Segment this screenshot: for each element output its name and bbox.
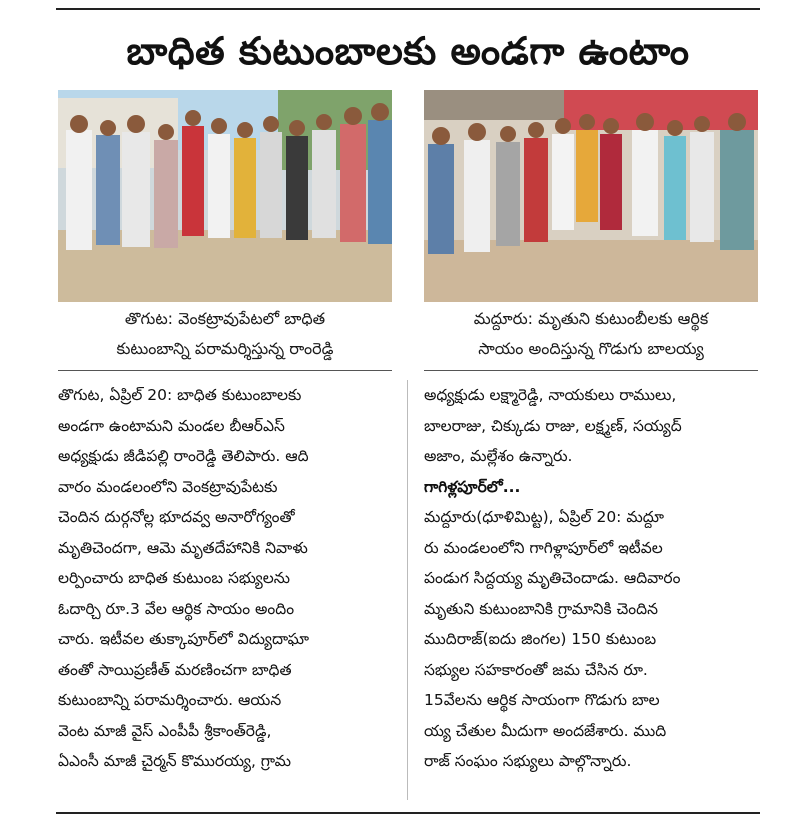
- body-line: సభ్యుల సహకారంతో జమ చేసిన రూ.: [424, 660, 648, 679]
- body-line: చారు. ఇటీవల తుక్కాపూర్‌లో విద్యుదాఘా: [58, 630, 309, 648]
- photo-right-image: [424, 90, 758, 302]
- body-line: అధ్యక్షుడు లక్ష్మారెడ్డి, నాయకులు రాములు,: [424, 386, 677, 404]
- body-line: రు మండలంలోని గాగిళ్లాపూర్‌లో ఇటీవల: [424, 538, 663, 557]
- caption-line: తొగుట: వెంకట్రావుపేటలో బాధిత: [124, 309, 326, 328]
- body-line: 15వేలను ఆర్థిక సాయంగా గొడుగు బాల: [424, 691, 660, 709]
- article-column-left: [58, 380, 392, 777]
- photo-left-image: [58, 90, 392, 302]
- body-line: రాజ్ సంఘం సభ్యులు పాల్గొన్నారు.: [424, 752, 632, 770]
- body-line: తొగుట, ఏప్రిల్ 20: బాధిత కుటుంబాలకు: [58, 386, 302, 404]
- body-line: బాలరాజు, చిక్కుడు రాజు, లక్ష్మణ్, సయ్యద్: [424, 416, 682, 435]
- body-line: చెందిన దుర్గనోల్ల భూదవ్వ అనారోగ్యంతో: [58, 508, 295, 526]
- body-line: అధ్యక్షుడు జీడిపల్లి రాంరెడ్డి తెలిపారు. ఆది: [58, 447, 309, 465]
- caption-divider: [424, 370, 758, 371]
- subheading: గాగిళ్లపూర్‌లో...: [424, 477, 521, 496]
- body-line: లర్పించారు బాధిత కుటుంబ సభ్యులను: [58, 569, 290, 587]
- body-line: ఏఎంసీ మాజీ చైర్మన్ కొమురయ్య, గ్రామ: [58, 752, 292, 770]
- caption-line: సాయం అందిస్తున్న గొడుగు బాలయ్య: [478, 339, 704, 358]
- article-column-right: [424, 380, 760, 777]
- body-line: తంతో సాయిప్రణీత్ మరణించగా బాధిత: [58, 660, 292, 679]
- photo-left-caption: [58, 304, 392, 364]
- body-line: మృతిచెందగా, ఆమె మృతదేహానికి నివాళు: [58, 538, 308, 557]
- news-photo-right: [424, 90, 758, 302]
- body-line: అండగా ఉంటామని మండల బీఆర్ఎస్: [58, 416, 285, 435]
- caption-line: మద్దూరు: మృతుని కుటుంబీలకు ఆర్థిక: [473, 309, 709, 328]
- photo-right-caption: [424, 304, 758, 364]
- bottom-rule: [56, 812, 760, 814]
- caption-divider: [58, 370, 392, 371]
- body-line: వెంట మాజీ వైస్ ఎంపీపీ శ్రీకాంత్‌రెడ్డి,: [58, 721, 272, 740]
- body-line: వారం మండలంలోని వెంకట్రావుపేటకు: [58, 477, 278, 496]
- top-rule: [56, 8, 760, 10]
- body-line: కుటుంబాన్ని పరామర్శించారు. ఆయన: [58, 691, 282, 709]
- body-line: అజాం, మల్లేశం ఉన్నారు.: [424, 447, 573, 465]
- news-photo-left: [58, 90, 392, 302]
- body-line: య్య చేతుల మీదుగా అందజేశారు. ముది: [424, 721, 667, 740]
- body-line: మద్దూరు(ధూళిమిట్ట), ఏప్రిల్ 20: మద్దూ: [424, 508, 665, 526]
- body-line: మృతుని కుటుంబానికి గ్రామానికి చెందిన: [424, 599, 658, 618]
- article-headline: బాధిత కుటుంబాలకు అండగా ఉంటాం: [126, 29, 690, 73]
- body-line: ముదిరాజ్(ఐదు జింగల) 150 కుటుంబ: [424, 630, 657, 648]
- body-line: ఓదార్చి రూ.3 వేల ఆర్థిక సాయం అందిం: [58, 599, 295, 618]
- caption-line: కుటుంబాన్ని పరామర్శిస్తున్న రాంరెడ్డి: [116, 339, 334, 358]
- column-divider: [407, 380, 408, 800]
- body-line: పండుగ సిద్దయ్య మృతిచెందాడు. ఆదివారం: [424, 569, 681, 587]
